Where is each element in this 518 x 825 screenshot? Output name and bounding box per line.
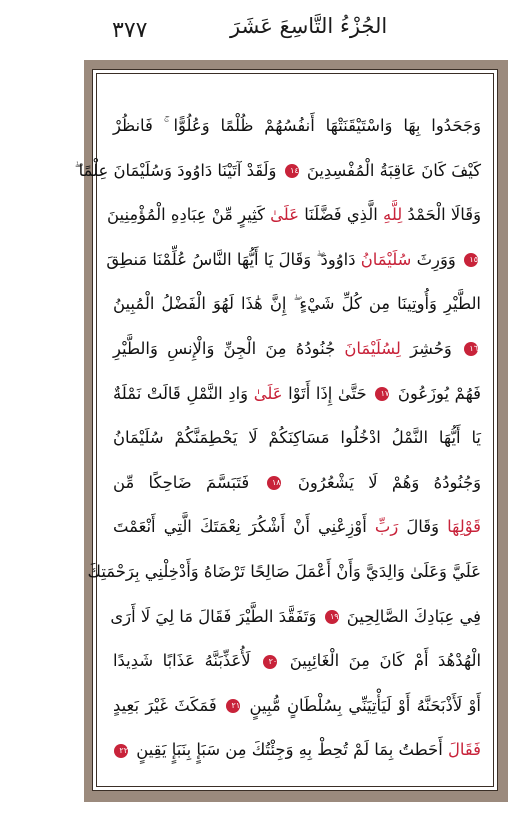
- text-panel: [74, 69, 498, 791]
- highlighted-word: رَبِّ: [374, 517, 399, 537]
- highlighted-word: سُلَيْمَانُ: [360, 249, 412, 269]
- verse-text: وَحُشِرَ: [410, 338, 452, 358]
- ayah-marker: ١٨: [267, 476, 281, 490]
- text-line-5: [113, 282, 481, 327]
- ayah-marker: ١٥: [464, 253, 478, 267]
- highlighted-word: عَلَىٰ: [270, 205, 299, 225]
- text-line-7: [113, 372, 481, 417]
- ayah-marker: ١٩: [325, 610, 339, 624]
- highlighted-word: قَوْلِهَا: [447, 517, 482, 537]
- verse-text: كَيْفَ كَانَ عَاقِبَةُ الْمُفْسِدِينَ: [306, 160, 481, 180]
- verse-text: فَهُمْ يُوزَعُونَ: [397, 383, 481, 403]
- highlighted-word: عَلَىٰ: [253, 383, 283, 403]
- verse-text: وَجُنُودُهُ وَهُمْ لَا يَشْعُرُونَ: [297, 472, 481, 492]
- text-line-4: [106, 238, 481, 283]
- verse-text: وَوَرِثَ: [416, 249, 456, 269]
- verse-text: عَلَيَّ وَعَلَىٰ وَالِدَيَّ وَأَنْ أَعْمَلَ صَالِحًا تَرْضَاهُ وَأَدْخِلْنِي بِرَحْمَتِكَ: [87, 561, 481, 581]
- verse-text: وَتَفَقَّدَ الطَّيْرَ فَقَالَ مَا لِيَ لَا أَرَى: [110, 606, 317, 626]
- verse-text: وَلَقَدْ آتَيْنَا دَاوُودَ وَسُلَيْمَانَ عِلْمًا ۖ: [74, 160, 277, 180]
- verse-text: دَاوُودَ ۖ وَقَالَ يَا أَيُّهَا النَّاسُ عُلِّمْنَا مَنطِقَ: [106, 249, 356, 269]
- verse-lines: [74, 104, 482, 773]
- verse-text: أَحَطتُ بِمَا لَمْ تُحِطْ بِهِ وَجِئْتُكَ مِن سَبَإٍ بِنَبَإٍ يَقِينٍ: [136, 740, 443, 760]
- verse-text: الطَّيْرِ وَأُوتِينَا مِن كُلِّ شَيْءٍ ۖ إِنَّ هَٰذَا لَهُوَ الْفَضْلُ الْمُبِينُ: [113, 294, 481, 314]
- text-line-10: [113, 505, 481, 550]
- text-line-2: [74, 149, 481, 194]
- juz-title: الجُزْءُ التَّاسِعَ عَشَرَ: [230, 14, 388, 38]
- page-frame: [74, 60, 508, 802]
- text-line-8: [113, 416, 481, 461]
- verse-text: كَثِيرٍ مِّنْ عِبَادِهِ الْمُؤْمِنِينَ: [107, 205, 265, 225]
- verse-text: لَأُعَذِّبَنَّهُ عَذَابًا شَدِيدًا: [113, 651, 251, 671]
- verse-text: فَمَكَثَ غَيْرَ بَعِيدٍ: [113, 695, 217, 715]
- text-line-6: [113, 327, 481, 372]
- text-line-3: [107, 193, 481, 238]
- ayah-marker: ٢٠: [263, 655, 277, 669]
- text-line-15: [113, 728, 481, 773]
- verse-text: الْهُدْهُدَ أَمْ كَانَ مِنَ الْغَائِبِينَ: [289, 651, 482, 671]
- ayah-marker: ٢٢: [114, 744, 128, 758]
- text-line-13: [113, 639, 481, 684]
- highlighted-word: لِسُلَيْمَانَ: [344, 338, 401, 358]
- verse-text: حَتَّىٰ إِذَا أَتَوْا: [288, 383, 367, 403]
- ayah-marker: ١٦: [464, 342, 478, 356]
- text-line-12: [110, 595, 481, 640]
- ayah-marker: ١٧: [375, 387, 389, 401]
- verse-text: جُنُودُهُ مِنَ الْجِنِّ وَالْإِنسِ وَالطَّيْرِ: [113, 338, 336, 358]
- verse-text: يَا أَيُّهَا النَّمْلُ ادْخُلُوا مَسَاكِنَكُمْ لَا يَحْطِمَنَّكُمْ سُلَيْمَانُ: [113, 428, 481, 448]
- page-number: ٣٧٧: [112, 18, 148, 43]
- verse-text: أَوْ لَأَذْبَحَنَّهُ أَوْ لَيَأْتِيَنِّي بِسُلْطَانٍ مُّبِينٍ: [249, 695, 481, 715]
- verse-text: فِي عِبَادِكَ الصَّالِحِينَ: [346, 606, 481, 626]
- text-line-14: [113, 684, 481, 729]
- text-line-1: [113, 104, 481, 149]
- verse-text: وَقَالَ: [406, 517, 440, 537]
- highlighted-word: لِلَّهِ: [383, 205, 403, 225]
- text-line-9: [113, 461, 481, 506]
- verse-text: أَوْزِعْنِي أَنْ أَشْكُرَ نِعْمَتَكَ الَّتِي أَنْعَمْتَ: [113, 517, 367, 537]
- verse-text: فَتَبَسَّمَ ضَاحِكًا مِّن: [113, 472, 250, 492]
- verse-text: الَّذِي فَضَّلَنَا: [304, 205, 378, 225]
- verse-text: وَادِ النَّمْلِ قَالَتْ نَمْلَةٌ: [113, 383, 249, 403]
- text-line-11: [87, 550, 481, 595]
- highlighted-word: فَقَالَ: [447, 740, 481, 760]
- ayah-marker: ١٤: [285, 164, 299, 178]
- ayah-marker: ٢١: [226, 699, 240, 713]
- page-header: [0, 0, 518, 62]
- verse-text: وَقَالَا الْحَمْدُ: [407, 205, 481, 225]
- verse-text: وَجَحَدُوا بِهَا وَاسْتَيْقَنَتْهَا أَنفُسُهُمْ ظُلْمًا وَعُلُوًّا ۚ فَانظُرْ: [113, 116, 481, 135]
